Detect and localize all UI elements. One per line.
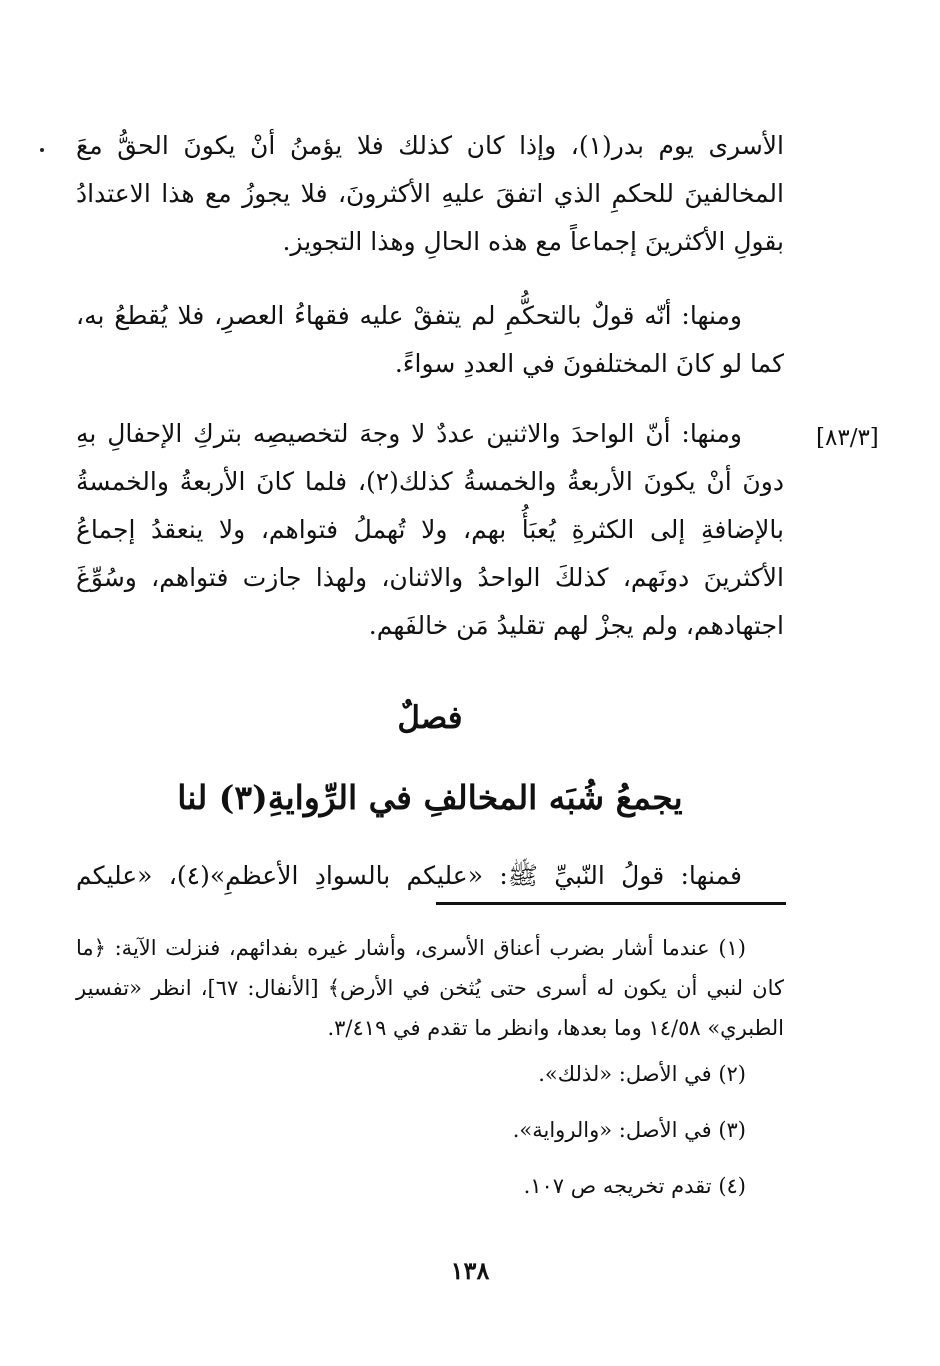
paragraph-2: ومنها: أنّه قولٌ بالتحكُّمِ لم يتفقْ عليه فقهاءُ العصرِ، فلا يُقطعُ به، كما لو كانَ المختلفونَ في العددِ سواءً. bbox=[76, 301, 784, 378]
paragraph-second-argument bbox=[76, 292, 784, 388]
section-title: فصلٌ bbox=[397, 700, 463, 736]
paragraph-hadith bbox=[76, 852, 784, 900]
paragraph-4: فمنها: قولُ النّبيِّ ﷺ: «عليكم بالسوادِ الأعظمِ»(٤)، «عليكم bbox=[76, 861, 742, 890]
footnote-1: (١) عندما أشار بضرب أعناق الأسرى، وأشار غيره بفدائهم، فنزلت الآية: ﴿ما كان لنبي أن يكون له أسرى حتى يُثخن في الأرض﴾ [الأنفال: ٦٧]، انظر «تفسير الطبري» ١٤/٥٨ وما بعدها، وانظر ما تقدم في ٣/٤١٩. bbox=[76, 936, 784, 1040]
footnote-2: (٢) في الأصل: «لذلك». bbox=[538, 1062, 746, 1086]
margin-dot bbox=[40, 148, 44, 152]
footnote-3: (٣) في الأصل: «والرواية». bbox=[512, 1118, 746, 1142]
paragraph-continuation bbox=[76, 122, 784, 266]
marginal-reference: [٨٣/٣] bbox=[816, 425, 879, 451]
paragraph-1: الأسرى يوم بدر(١)، وإذا كان كذلك فلا يؤمنُ أنْ يكونَ الحقُّ معَ المخالفينَ للحكمِ الذي اتفقَ عليهِ الأكثرونَ، فلا يجوزُ مع هذا الاعتدادُ بقولِ الأكثرينَ إجماعاً مع هذه الحالِ وهذا التجويز. bbox=[76, 131, 784, 256]
paragraph-3: ومنها: أنّ الواحدَ والاثنين عددٌ لا وجهَ لتخصيصِه بتركِ الإحفالِ بهِ دونَ أنْ يكونَ الأربعةُ والخمسةُ كذلك(٢)، فلما كانَ الأربعةُ والخمسةُ بالإضافةِ إلى الكثرةِ يُعبَأُ بهم، ولا تُهملُ فتواهم، ولا ينعقدُ إجماعُ الأكثرينَ دونَهم، كذلكَ الواحدُ والاثنان، ولهذا جازت فتواهم، وسُوِّغَ اجتهادهم، ولم يجزْ لهم تقليدُ مَن خالفَهم. bbox=[76, 419, 784, 640]
section-subtitle: يجمعُ شُبَه المخالفِ في الرِّوايةِ(٣) لنا bbox=[177, 778, 683, 817]
page-number: ١٣٨ bbox=[450, 1256, 490, 1285]
footnote-4: (٤) تقدم تخريجه ص ١٠٧. bbox=[523, 1174, 746, 1198]
footnotes bbox=[76, 928, 784, 1222]
footnote-separator bbox=[436, 902, 786, 905]
paragraph-third-argument bbox=[76, 410, 784, 650]
